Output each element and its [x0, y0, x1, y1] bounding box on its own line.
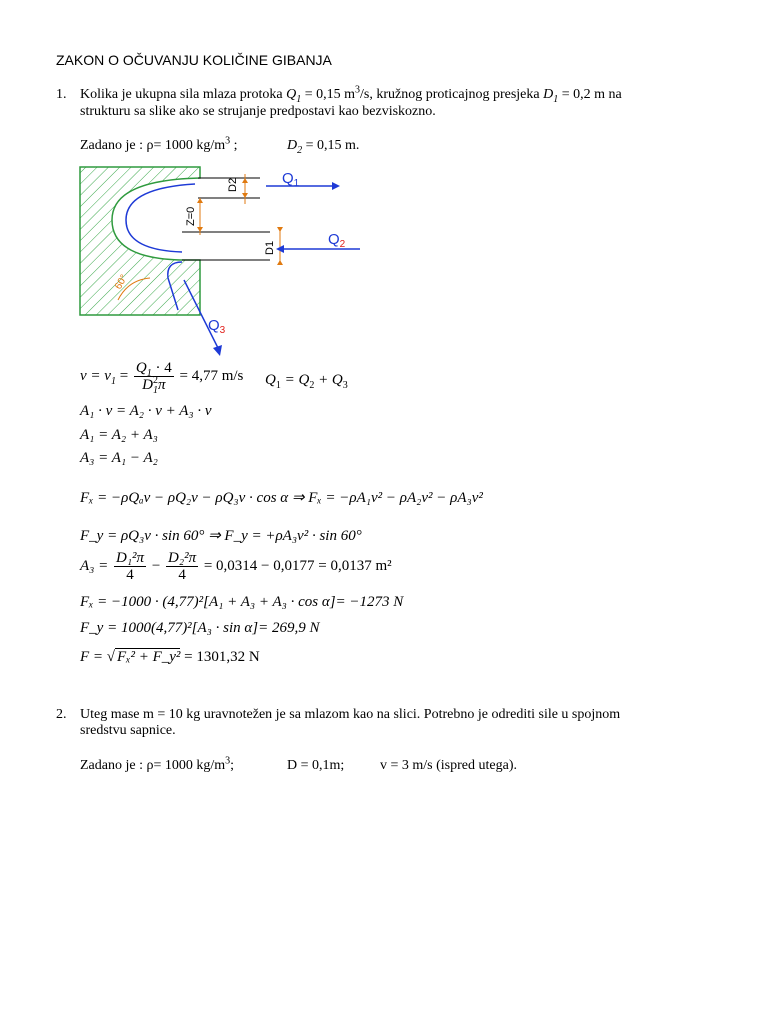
d1-subscript: 1: [553, 93, 559, 105]
given-d2-symbol: D: [287, 138, 298, 153]
eq-area-diff: A₃ = A₁ − A₂: [80, 450, 158, 466]
d1-label: D1: [264, 240, 276, 255]
sqrt-sign: √: [106, 649, 116, 665]
eq-area-sum: A₁ = A₂ + A₃: [80, 427, 158, 443]
given-density-sup: 3: [225, 135, 231, 147]
eq-force-x: Fₓ = −ρQₐv − ρQ₂v − ρQ₃v · cos α ⇒ Fₓ = −ρA₁v² − ρA₂v² − ρA₃v²: [80, 490, 483, 506]
eq-force-x-value: Fₓ = −1000 · (4,77)²[A₁ + A₃ + A₃ · cos α]= −1273 N: [80, 594, 404, 610]
given-density: Zadano je : ρ= 1000 kg/m: [80, 138, 226, 153]
problem-2-number: 2.: [56, 707, 67, 722]
eq-a3-rhs: = 0,0314 − 0,0177 = 0,0137 m²: [203, 557, 392, 574]
given-d2: [287, 137, 359, 154]
q1-figure-label: $Q_1$: [282, 170, 300, 189]
p2-given-density: Zadano je : ρ= 1000 kg/m: [80, 758, 226, 773]
eq-velocity-lhs: v = v: [80, 367, 111, 384]
p2-given-velocity: v = 3 m/s (ispred utega).: [380, 758, 517, 773]
p2-given-sep: ;: [230, 758, 235, 773]
q3-figure-label: $Q_3$: [208, 317, 226, 336]
angle-label: 60°: [113, 272, 131, 292]
problem-1-line-2: strukturu sa slike ako se strujanje predpostavi kao bezviskozno.: [80, 104, 436, 119]
eq-a3-fraction-2: $\frac{\text{D₂²π}}{4}$: [168, 550, 197, 583]
eq-velocity-lhs-sub: 1: [110, 375, 116, 387]
eq-resultant-rhs: = 1301,32 N: [184, 649, 260, 665]
eq-resultant-root: Fₓ² + F_y²: [117, 649, 181, 665]
problem-1-text-a: Kolika je ukupna sila mlaza protoka: [80, 87, 283, 102]
eq-force-y-value: F_y = 1000(4,77)²[A₃ · sin α]= 269,9 N: [80, 620, 320, 636]
eq-resultant-lhs: F =: [80, 649, 104, 665]
problem-2-line-1: Uteg mase m = 10 kg uravnotežen je sa mlazom kao na slici. Potrebno je odrediti sile u spojnom: [80, 707, 621, 722]
page-title: ZAKON O OČUVANJU KOLIČINE GIBANJA: [56, 52, 332, 68]
z-label: Z=0: [185, 206, 197, 226]
problem-2-line-2: sredstvu sapnice.: [80, 723, 176, 738]
eq-resultant: [80, 649, 260, 666]
eq-a3-minus: −: [151, 557, 161, 574]
q1-symbol: Q: [286, 87, 297, 102]
eq-force-y: F_y = ρQ₃v · sin 60° ⇒ F_y = +ρA₃v² · sin 60°: [80, 528, 362, 544]
eq-velocity-rhs: = 4,77 m/s: [179, 367, 244, 384]
problem-1-given: [80, 137, 238, 154]
eq-velocity-numerator: $Q_1 \cdot 4$: [135, 360, 172, 379]
given-sep: ;: [230, 138, 238, 153]
eq-velocity-denominator: $D^2_1\pi$: [142, 375, 166, 396]
eq-area-velocity: A₁ · v = A₂ · v + A₃ · v: [80, 403, 212, 419]
problem-1-number: 1.: [56, 87, 67, 102]
eq-continuity: $Q_1 = Q_2 + Q_3$: [265, 372, 348, 391]
eq-a3-lhs: A₃ =: [80, 557, 109, 574]
eq-velocity-fraction: [134, 360, 174, 396]
problem-2-given: [80, 757, 234, 774]
problem-1-text-b: = 0,15 m: [301, 87, 355, 102]
given-d2-subscript: 2: [297, 144, 303, 156]
problem-1-text-c: /s, kružnog proticajnog presjeka: [359, 87, 540, 102]
unit-sup: 3: [354, 84, 360, 96]
problem-1-line-1: [80, 86, 622, 103]
p2-given-sup: 3: [225, 755, 231, 767]
jet-figure: [70, 160, 370, 360]
d1-symbol: D: [543, 87, 554, 102]
q2-figure-label: $Q_2$: [328, 231, 346, 250]
wall-structure: [80, 167, 200, 315]
q1-subscript: 1: [296, 93, 302, 105]
eq-a3-fraction-1: $\frac{\text{D₁²π}}{4}$: [116, 550, 145, 583]
eq-area-a3: [80, 550, 392, 583]
given-d2-value: = 0,15 m.: [302, 138, 360, 153]
d2-label: D2: [227, 177, 239, 192]
p2-given-diameter: D = 0,1m;: [287, 758, 345, 773]
problem-1-text-d: = 0,2 m na: [558, 87, 622, 102]
eq-velocity: $v = v_1$ = $\frac{Q_1 \cdot 4}{D^2_1\pi}$ = 4,77 m/s: [80, 360, 244, 396]
